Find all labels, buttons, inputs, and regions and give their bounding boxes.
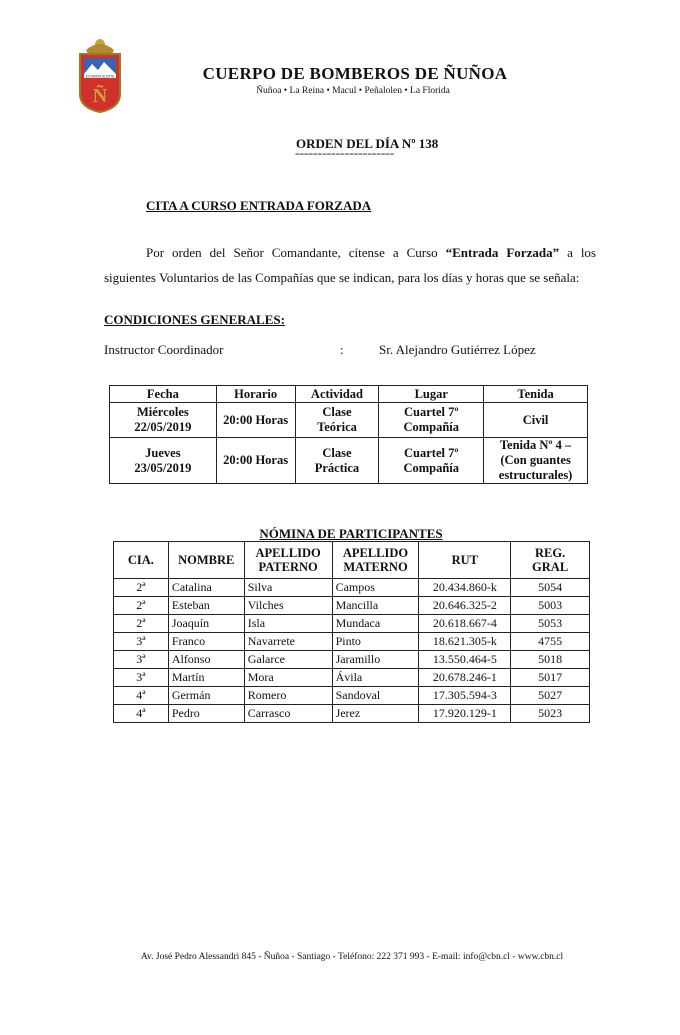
schedule-place-line2: Compañía bbox=[403, 460, 460, 475]
table-row bbox=[114, 669, 590, 687]
header-reg: REG. bbox=[535, 546, 566, 560]
cell-nombre: Joaquín bbox=[168, 615, 244, 633]
cell-nombre: Franco bbox=[168, 633, 244, 651]
cell-materno: Pinto bbox=[332, 633, 419, 651]
table-row bbox=[114, 597, 590, 615]
schedule-cell-fecha bbox=[110, 438, 217, 484]
intro-paragraph-line1 bbox=[104, 240, 596, 265]
participants-table bbox=[113, 541, 590, 723]
instructor-name: Sr. Alejandro Gutiérrez López bbox=[379, 342, 536, 357]
cell-reg: 5018 bbox=[511, 651, 590, 669]
cell-reg: 5054 bbox=[511, 579, 590, 597]
cell-rut: 20.618.667-4 bbox=[419, 615, 511, 633]
crest-letter: Ñ bbox=[92, 85, 108, 107]
schedule-row bbox=[110, 403, 588, 438]
participants-header-cia: CIA. bbox=[114, 542, 169, 579]
participants-header-materno bbox=[332, 542, 419, 579]
cell-cia: 4ª bbox=[114, 705, 169, 723]
cell-materno: Sandoval bbox=[332, 687, 419, 705]
schedule-cell-lugar bbox=[379, 403, 484, 438]
schedule-attire: Civil bbox=[522, 412, 549, 427]
cell-reg: 5017 bbox=[511, 669, 590, 687]
general-conditions-heading: CONDICIONES GENERALES: bbox=[104, 312, 285, 327]
cell-paterno: Silva bbox=[244, 579, 332, 597]
order-title-rule: ====================== bbox=[295, 152, 395, 157]
schedule-header-tenida: Tenida bbox=[484, 386, 588, 403]
intro-text-start: Por orden del Señor Comandante, cítense a Curso bbox=[146, 245, 446, 260]
table-row bbox=[114, 687, 590, 705]
cell-cia: 2ª bbox=[114, 597, 169, 615]
crest-top-ornament bbox=[86, 39, 114, 54]
schedule-cell-horario: 20:00 Horas bbox=[216, 403, 295, 438]
schedule-day: Miércoles bbox=[136, 405, 189, 419]
cell-paterno: Galarce bbox=[244, 651, 332, 669]
schedule-cell-actividad bbox=[295, 438, 379, 484]
cell-reg: 4755 bbox=[511, 633, 590, 651]
cell-nombre: Catalina bbox=[168, 579, 244, 597]
schedule-activity-kind: Práctica bbox=[314, 460, 360, 475]
participants-list-title: NÓMINA DE PARTICIPANTES bbox=[259, 526, 443, 541]
table-row bbox=[114, 615, 590, 633]
cell-nombre: Pedro bbox=[168, 705, 244, 723]
cell-cia: 4ª bbox=[114, 687, 169, 705]
instructor-label: Instructor Coordinador bbox=[104, 342, 224, 357]
cell-paterno: Isla bbox=[244, 615, 332, 633]
schedule-activity-type: Clase bbox=[322, 405, 352, 419]
schedule-attire-line3: estructurales) bbox=[498, 468, 573, 482]
schedule-cell-actividad bbox=[295, 403, 379, 438]
schedule-activity-kind: Teórica bbox=[317, 420, 357, 434]
header-gral: GRAL bbox=[532, 560, 569, 574]
schedule-place-line1: Cuartel 7º bbox=[404, 445, 459, 460]
schedule-place-line1: Cuartel 7º bbox=[404, 405, 459, 419]
schedule-header-horario: Horario bbox=[216, 386, 295, 403]
intro-text-end: a los bbox=[559, 245, 596, 260]
order-of-day-title: ORDEN DEL DÍA Nº 138 bbox=[296, 136, 439, 151]
cell-cia: 3ª bbox=[114, 633, 169, 651]
schedule-cell-tenida bbox=[484, 403, 588, 438]
schedule-cell-horario: 20:00 Horas bbox=[216, 438, 295, 484]
cell-reg: 5027 bbox=[511, 687, 590, 705]
header-apellido: APELLIDO bbox=[342, 546, 409, 560]
table-row bbox=[114, 579, 590, 597]
participants-header-reg bbox=[511, 542, 590, 579]
intro-paragraph-line2: siguientes Voluntarios de las Compañías que se indican, para los días y horas que se señala: bbox=[104, 270, 580, 285]
cell-rut: 20.646.325-2 bbox=[419, 597, 511, 615]
cell-reg: 5003 bbox=[511, 597, 590, 615]
cell-rut: 17.305.594-3 bbox=[419, 687, 511, 705]
cell-nombre: Esteban bbox=[168, 597, 244, 615]
schedule-attire-line2: (Con guantes bbox=[500, 453, 571, 467]
footer-contact-info: Av. José Pedro Alessandri 845 - Ñuñoa - Santiago - Teléfono: 222 371 993 - E-mail: info@cbn.cl - www.cbn.cl bbox=[140, 952, 564, 962]
schedule-header-fecha: Fecha bbox=[110, 386, 217, 403]
participants-header-row bbox=[114, 542, 590, 579]
cell-rut: 20.678.246-1 bbox=[419, 669, 511, 687]
cell-materno: Ávila bbox=[332, 669, 419, 687]
cell-materno: Mancilla bbox=[332, 597, 419, 615]
intro-course-name: “Entrada Forzada” bbox=[445, 245, 560, 260]
participants-header-paterno bbox=[244, 542, 332, 579]
cell-paterno: Romero bbox=[244, 687, 332, 705]
organization-name: CUERPO DE BOMBEROS DE ÑUÑOA bbox=[202, 64, 508, 83]
schedule-header-actividad: Actividad bbox=[295, 386, 379, 403]
cell-cia: 2ª bbox=[114, 579, 169, 597]
participants-header-rut: RUT bbox=[419, 542, 511, 579]
schedule-cell-tenida bbox=[484, 438, 588, 484]
schedule-day: Jueves bbox=[145, 445, 181, 460]
cell-nombre: Alfonso bbox=[168, 651, 244, 669]
cell-nombre: Martín bbox=[168, 669, 244, 687]
cell-rut: 17.920.129-1 bbox=[419, 705, 511, 723]
schedule-date: 23/05/2019 bbox=[134, 460, 192, 475]
schedule-attire: Tenida Nº 4 – bbox=[499, 438, 572, 452]
cell-paterno: Vilches bbox=[244, 597, 332, 615]
cell-paterno: Carrasco bbox=[244, 705, 332, 723]
cell-cia: 3ª bbox=[114, 651, 169, 669]
header-apellido: APELLIDO bbox=[255, 546, 321, 560]
instructor-colon: : bbox=[340, 342, 344, 357]
cell-nombre: Germán bbox=[168, 687, 244, 705]
schedule-cell-fecha bbox=[110, 403, 217, 438]
schedule-header-row bbox=[110, 386, 588, 403]
header-materno: MATERNO bbox=[343, 560, 408, 574]
schedule-header-lugar: Lugar bbox=[379, 386, 484, 403]
cell-reg: 5023 bbox=[511, 705, 590, 723]
schedule-activity-type: Clase bbox=[322, 445, 352, 460]
cell-paterno: Navarrete bbox=[244, 633, 332, 651]
cell-rut: 20.434.860-k bbox=[419, 579, 511, 597]
cell-rut: 18.621.305-k bbox=[419, 633, 511, 651]
cell-reg: 5053 bbox=[511, 615, 590, 633]
header-paterno: PATERNO bbox=[258, 560, 318, 574]
crest-motto: ESTAMOS ALERTA bbox=[85, 74, 115, 79]
organization-communes: Ñuñoa • La Reina • Macul • Peñalolen • La Florida bbox=[256, 86, 450, 96]
cell-materno: Mundaca bbox=[332, 615, 419, 633]
schedule-place-line2: Compañía bbox=[403, 420, 460, 434]
table-row bbox=[114, 651, 590, 669]
cell-materno: Campos bbox=[332, 579, 419, 597]
cell-rut: 13.550.464-5 bbox=[419, 651, 511, 669]
cell-cia: 2ª bbox=[114, 615, 169, 633]
schedule-cell-lugar bbox=[379, 438, 484, 484]
participants-header-nombre: NOMBRE bbox=[168, 542, 244, 579]
schedule-row bbox=[110, 438, 588, 484]
cell-paterno: Mora bbox=[244, 669, 332, 687]
cell-materno: Jaramillo bbox=[332, 651, 419, 669]
cell-materno: Jerez bbox=[332, 705, 419, 723]
table-row bbox=[114, 705, 590, 723]
cell-cia: 3ª bbox=[114, 669, 169, 687]
course-citation-heading: CITA A CURSO ENTRADA FORZADA bbox=[146, 198, 372, 213]
schedule-table bbox=[109, 385, 588, 484]
table-row bbox=[114, 633, 590, 651]
schedule-date: 22/05/2019 bbox=[134, 420, 192, 434]
